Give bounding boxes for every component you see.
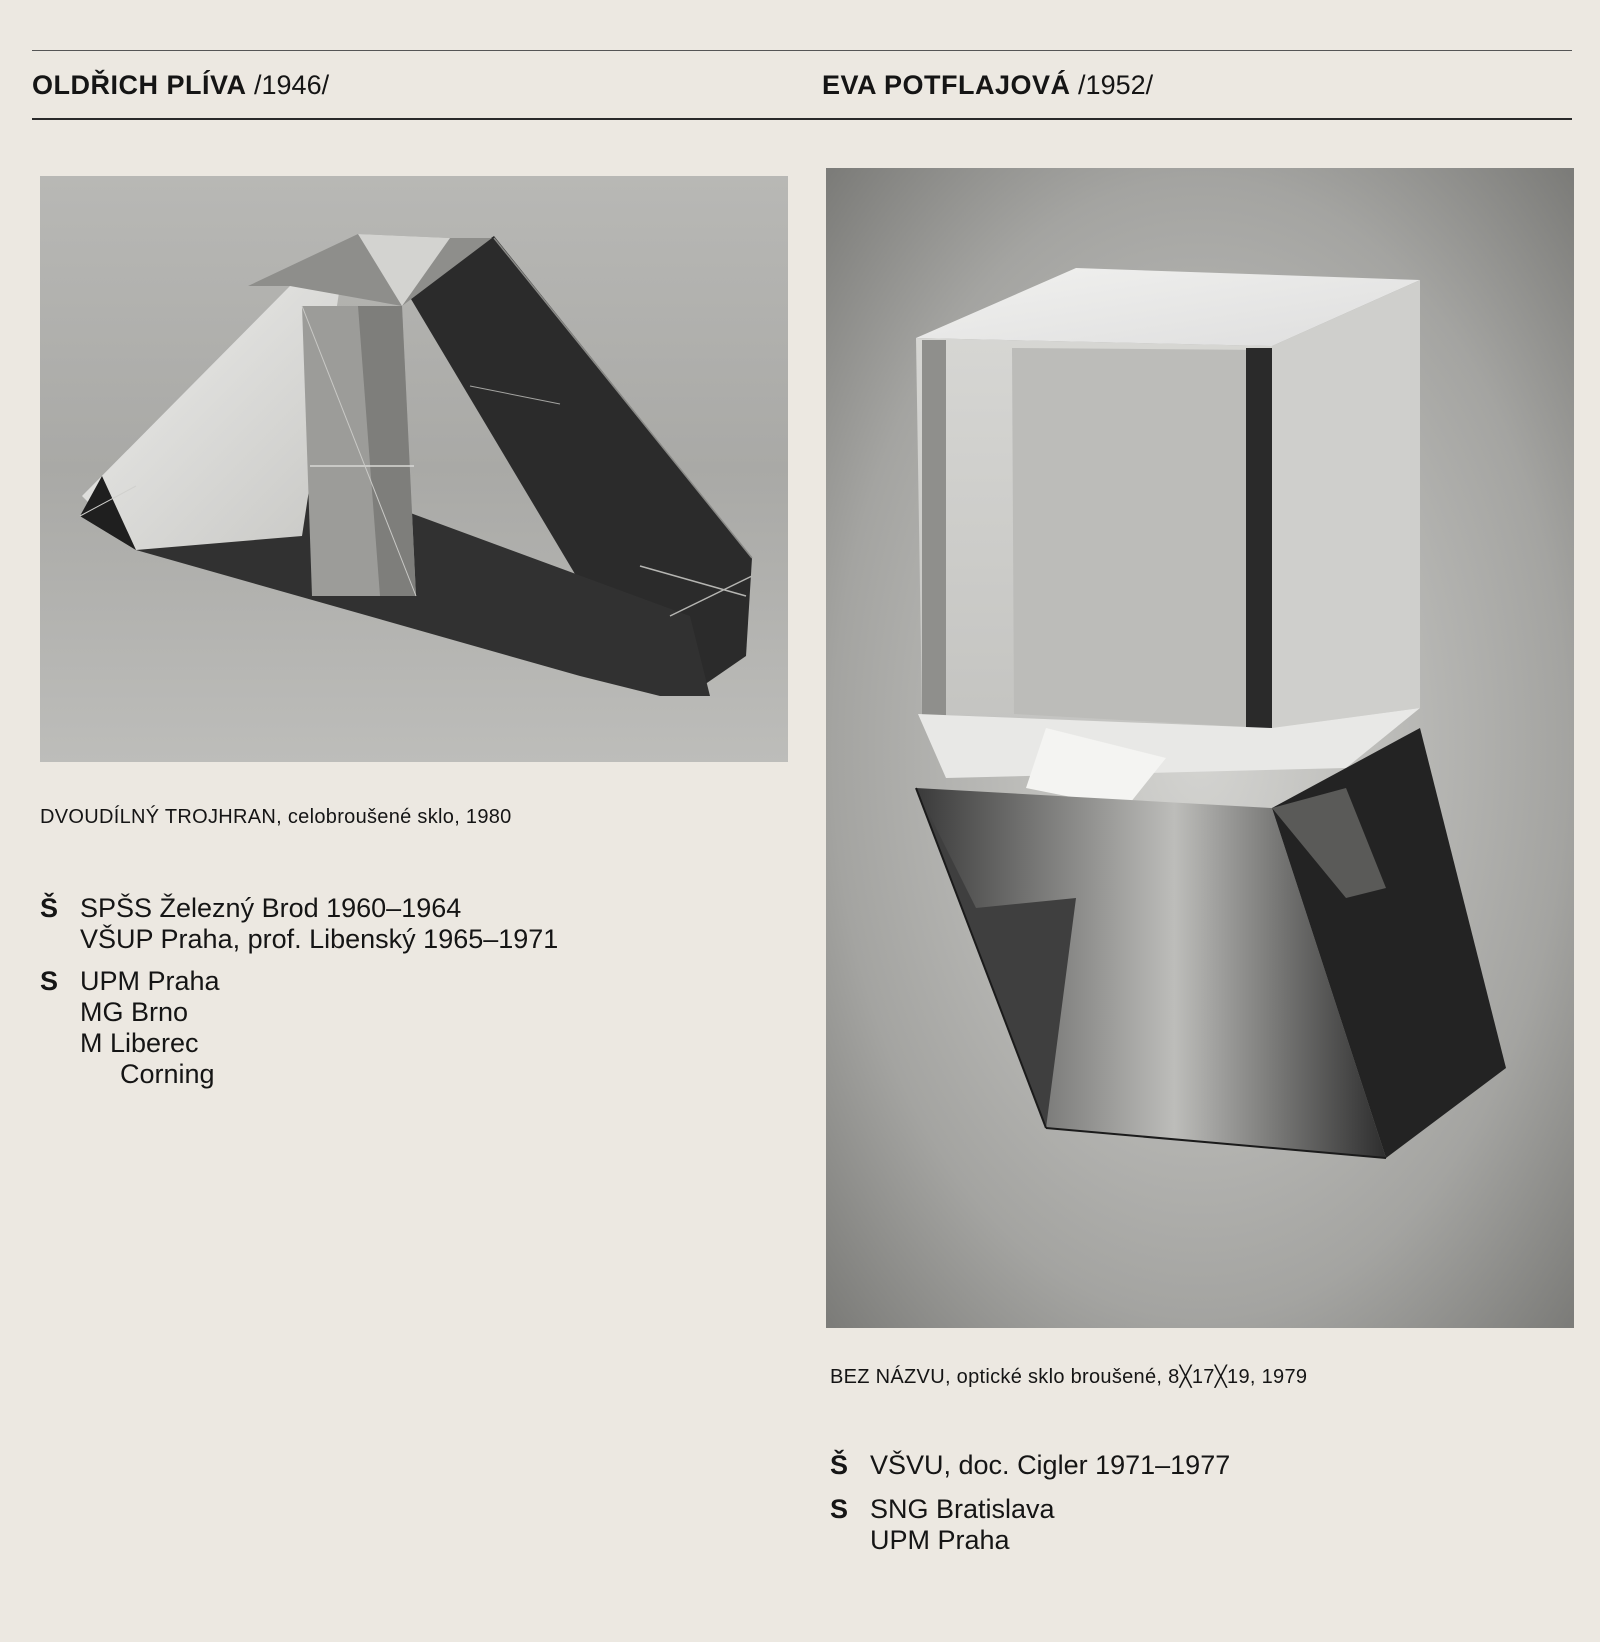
right-school-mark: Š [830,1450,849,1480]
left-artwork-photo [40,176,788,762]
right-artwork-photo [826,168,1574,1328]
left-caption-details: , celobroušené sklo, 1980 [276,806,512,828]
right-artist-header [822,70,1153,101]
left-school-line: SPŠS Železný Brod 1960–1964 [80,893,462,923]
left-artist-header [32,70,329,101]
left-artwork-caption [40,806,512,829]
right-caption-title: BEZ NÁZVU [830,1366,945,1388]
left-collection-line: MG Brno [80,997,189,1027]
right-collections-entry [830,1494,1055,1556]
left-collection-line: M Liberec [80,1028,199,1058]
right-collections-mark: S [830,1494,849,1524]
triangle-sculpture-image [40,176,788,762]
right-collection-line: SNG Bratislava [870,1494,1055,1524]
left-collection-line: UPM Praha [80,966,220,996]
right-school-entry [830,1450,1230,1481]
left-school-line: VŠUP Praha, prof. Libenský 1965–1971 [80,924,559,954]
right-artwork-caption [830,1364,1307,1389]
glass-block-image [826,168,1574,1328]
top-rule [32,50,1572,51]
left-artist-name: OLDŘICH PLÍVA [32,70,247,100]
right-school-line: VŠVU, doc. Cigler 1971–1977 [870,1450,1231,1480]
left-collection-line: Corning [120,1059,215,1089]
right-caption-details: , optické sklo broušené, 8╳17╳19, 1979 [944,1366,1308,1388]
left-school-entry [40,893,558,955]
left-school-mark: Š [40,893,59,923]
header-rule [32,118,1572,120]
left-caption-title: DVOUDÍLNÝ TROJHRAN [40,806,277,828]
left-artist-year: /1946/ [254,70,330,100]
left-collections-mark: S [40,966,59,996]
right-artist-name: EVA POTFLAJOVÁ [822,70,1071,100]
left-collections-entry [40,966,220,1090]
right-artist-year: /1952/ [1078,70,1154,100]
right-collection-line: UPM Praha [870,1525,1010,1555]
